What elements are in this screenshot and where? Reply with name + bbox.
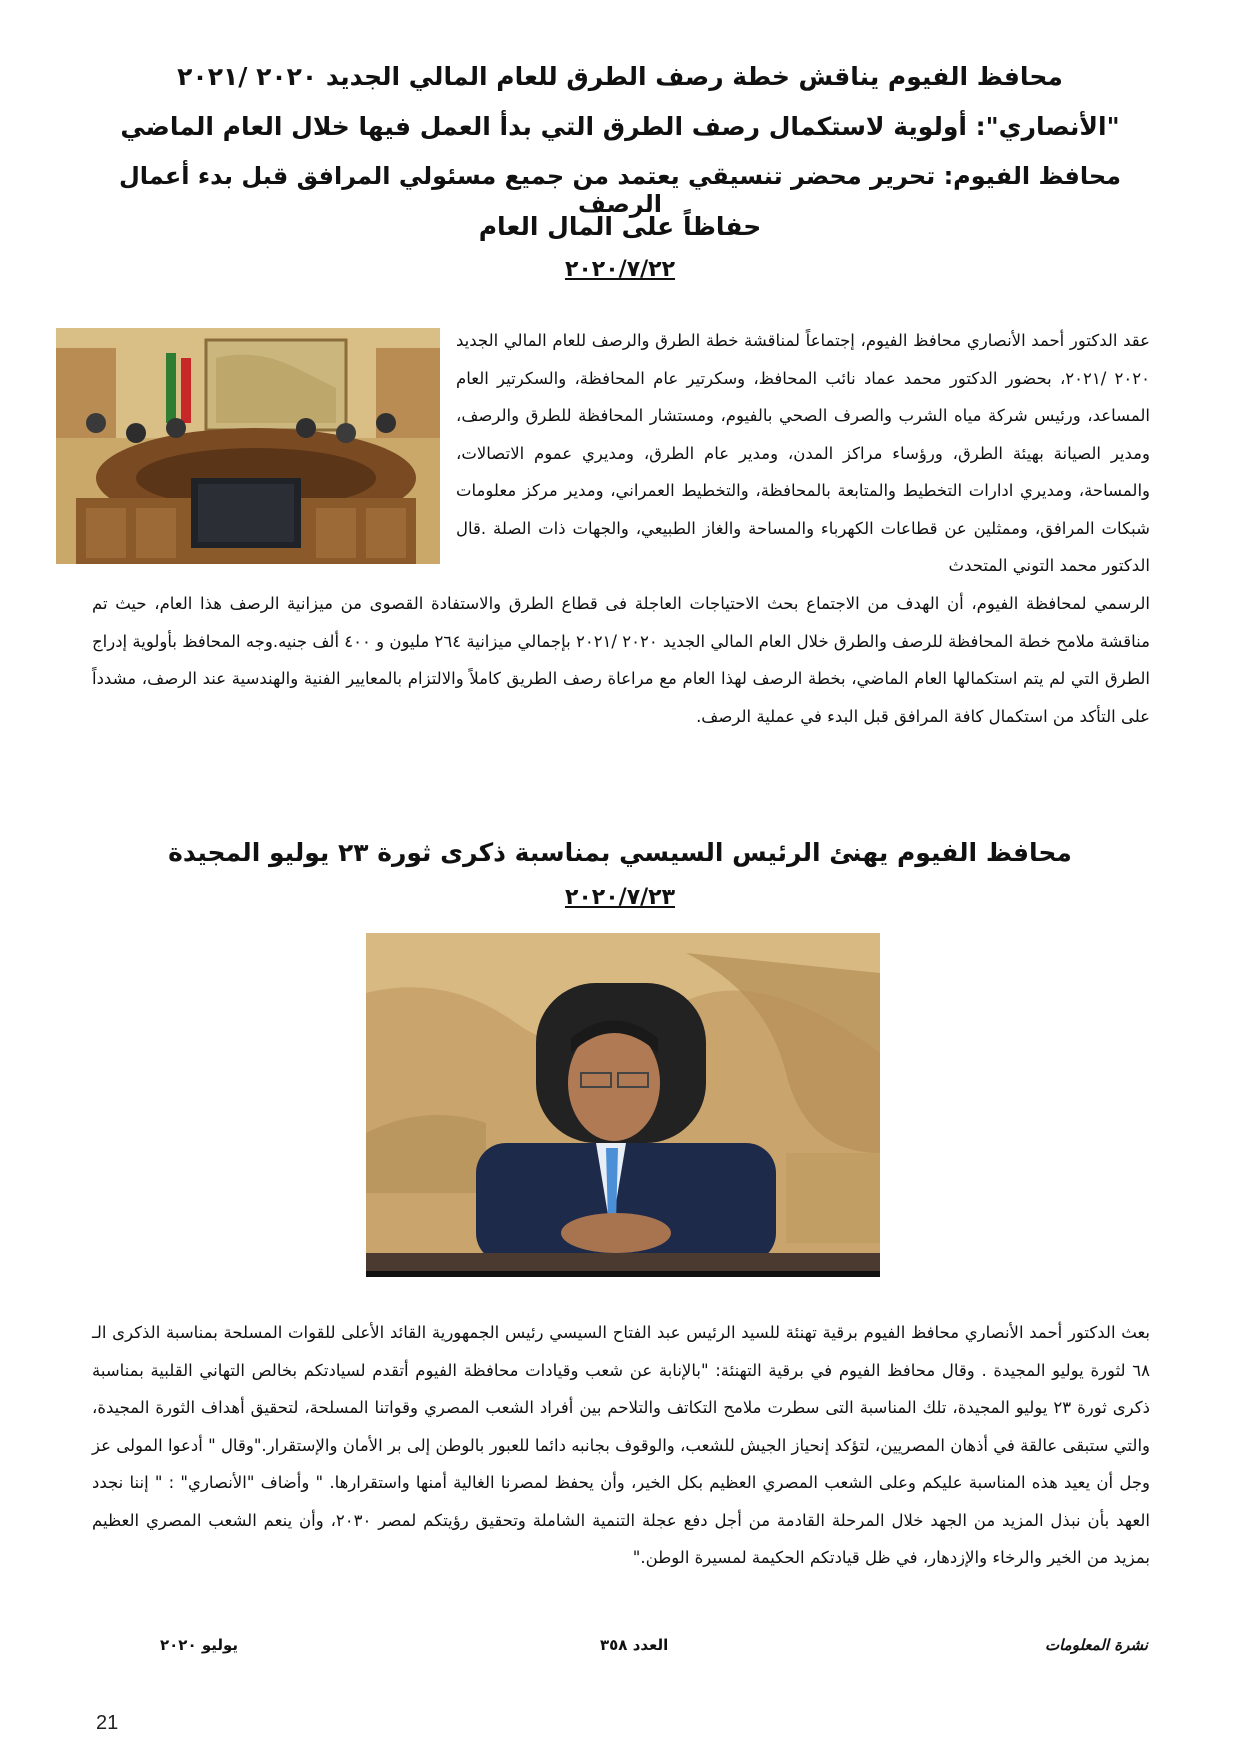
footer-issue: العدد ٣٥٨: [600, 1636, 669, 1654]
footer-month: يوليو ٢٠٢٠: [160, 1636, 239, 1654]
meeting-photo: [56, 328, 440, 564]
article1-body-full: الرسمي لمحافظة الفيوم، أن الهدف من الاجتماع بحث الاحتياجات العاجلة فى قطاع الطرق والاستفادة القصوى من ميزانية الرصف هذا العام، حيث تم مناقشة ملامح خطة المحافظة للرصف والطرق خلال العام المالي الجديد ٢٠٢٠ /٢٠٢١ بإجمالي ميزانية ٢٦٤ مليون و ٤٠٠ ألف جنيه.وجه المحافظ بأولوية إدراج الطرق التي لم يتم استكمالها العام الماضي، بخطة الرصف لهذا العام مع مراعاة رصف الطريق كاملاً والالتزام بالمعايير الفنية والهندسية عند الرصف، مشدداً على التأكد من استكمال كافة المرافق قبل البدء في عملية الرصف.: [92, 594, 1151, 726]
article2-headline: محافظ الفيوم يهنئ الرئيس السيسي بمناسبة ذكرى ثورة ٢٣ يوليو المجيدة: [168, 838, 1072, 867]
article2-date: ٢٠٢٠/٧/٢٣: [564, 885, 676, 910]
meeting-photo-graphic: [56, 328, 440, 564]
footer-publication: نشرة المعلومات: [1044, 1636, 1148, 1654]
article2-body: بعث الدكتور أحمد الأنصاري محافظ الفيوم برقية تهنئة للسيد الرئيس عبد الفتاح السيسي رئيس الجمهورية القائد الأعلى للقوات المسلحة بمناسبة الذكرى الـ ٦٨ لثورة يوليو المجيدة . وقال محافظ الفيوم في برقية التهنئة: "بالإنابة عن شعب وقيادات محافظة الفيوم أتقدم لسيادتكم بخالص التهاني القلبية بمناسبة ذكرى ثورة ٢٣ يوليو المجيدة، تلك المناسبة التى سطرت ملامح التكاتف والتلاحم بين أفراد الشعب المصري وقواتنا المسلحة، لتحقيق أهداف الثورة المجيدة، والتي ستبقى عالقة في أذهان المصريين، لتؤكد إنحياز الجيش للشعب، والوقوف بجانبه دائما للعبور بالوطن إلى بر الأمان والإستقرار."وقال " أدعوا المولى عز وجل أن يعيد هذه المناسبة عليكم وعلى الشعب المصري العظيم بكل الخير، وأن يحفظ لمصرنا الغالية أمنها واستقرارها. " وأضاف "الأنصاري" : " إننا نجدد العهد بأن نبذل المزيد من الجهد خلال المرحلة القادمة من أجل دفع عجلة التنمية الشاملة وتحقيق رؤيتكم لمصر ٢٠٣٠، وأن ينعم الشعب المصري العظيم بمزيد من الخير والرخاء والإزدهار، في ظل قيادتكم الحكيمة لمسيرة الوطن.": [92, 1323, 1150, 1567]
article1-headline-line3: محافظ الفيوم: تحرير محضر تنسيقي يعتمد من جميع مسئولي المرافق قبل بدء أعمال الرصف: [118, 162, 1122, 218]
governor-portrait-photo: [366, 933, 880, 1277]
article1-date: ٢٠٢٠/٧/٢٢: [564, 257, 676, 282]
page-number: 21: [96, 1712, 119, 1734]
article1-headline-line1: محافظ الفيوم يناقش خطة رصف الطرق للعام المالي الجديد ٢٠٢٠ /٢٠٢١: [177, 62, 1063, 91]
governor-portrait-graphic: [366, 933, 880, 1277]
article1-body-wrapped: عقد الدكتور أحمد الأنصاري محافظ الفيوم، إجتماعاً لمناقشة خطة الطرق والرصف للعام المالي الجديد ٢٠٢٠ /٢٠٢١، بحضور الدكتور محمد عماد نائب المحافظ، وسكرتير عام المحافظة، والسكرتير العام المساعد، ورئيس شركة مياه الشرب والصرف الصحي بالفيوم، ومستشار المحافظة للطرق والرصف، ومدير الصيانة بهيئة الطرق، ورؤساء مراكز المدن، ومدير عام الطرق، ومديري عموم الاتصالات، والمساحة، ومديري ادارات التخطيط والمتابعة بالمحافظة، والتخطيط العمراني، ومدير مركز معلومات شبكات المرافق، وممثلين عن قطاعات الكهرباء والمساحة والغاز الطبيعي، والجهات ذات الصلة .قال الدكتور محمد التوني المتحدث: [456, 331, 1150, 575]
article1-headline-line4: حفاظاً على المال العام: [478, 212, 762, 241]
article1-headline-line2: "الأنصاري": أولوية لاستكمال رصف الطرق التي بدأ العمل فيها خلال العام الماضي: [120, 112, 1120, 141]
